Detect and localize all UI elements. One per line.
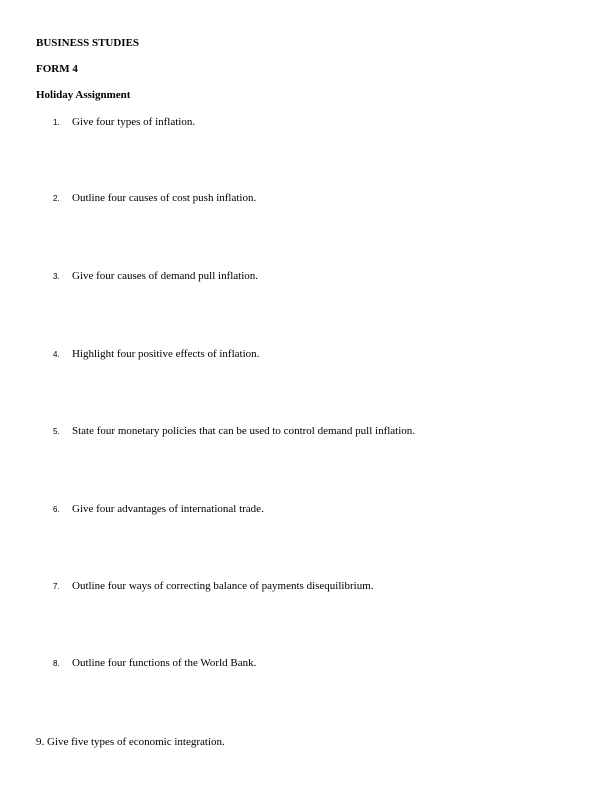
question-item xyxy=(53,115,195,130)
question-item xyxy=(53,269,258,284)
question-text: Outline four causes of cost push inflation. xyxy=(72,192,257,204)
question-text: State four monetary policies that can be used to control demand pull inflation. xyxy=(72,425,416,437)
form-heading: FORM 4 xyxy=(36,63,78,75)
question-text: Outline four ways of correcting balance of payments disequilibrium. xyxy=(72,580,374,592)
question-item xyxy=(53,347,259,362)
question-number: 2. xyxy=(53,194,60,203)
question-text: Outline four functions of the World Bank. xyxy=(72,657,257,669)
question-number: 3. xyxy=(53,272,60,281)
question-item xyxy=(53,191,256,206)
question-item xyxy=(53,502,264,517)
question-text: Highlight four positive effects of inflation. xyxy=(72,348,260,360)
question-item xyxy=(53,424,415,439)
question-text: Give four causes of demand pull inflation. xyxy=(72,270,259,282)
question-number: 8. xyxy=(53,659,60,668)
question-number: 1. xyxy=(53,118,60,127)
subject-heading: BUSINESS STUDIES xyxy=(36,37,140,49)
question-text: Give four advantages of international trade. xyxy=(72,503,264,515)
question-item-9: 9. Give five types of economic integration. xyxy=(36,736,225,748)
question-number: 6. xyxy=(53,505,60,514)
question-item xyxy=(53,579,374,594)
question-number: 7. xyxy=(53,582,60,591)
question-number: 5. xyxy=(53,427,60,436)
question-text: Give four types of inflation. xyxy=(72,116,196,128)
question-item xyxy=(53,656,256,671)
assignment-title: Holiday Assignment xyxy=(36,89,131,101)
question-number: 4. xyxy=(53,350,60,359)
